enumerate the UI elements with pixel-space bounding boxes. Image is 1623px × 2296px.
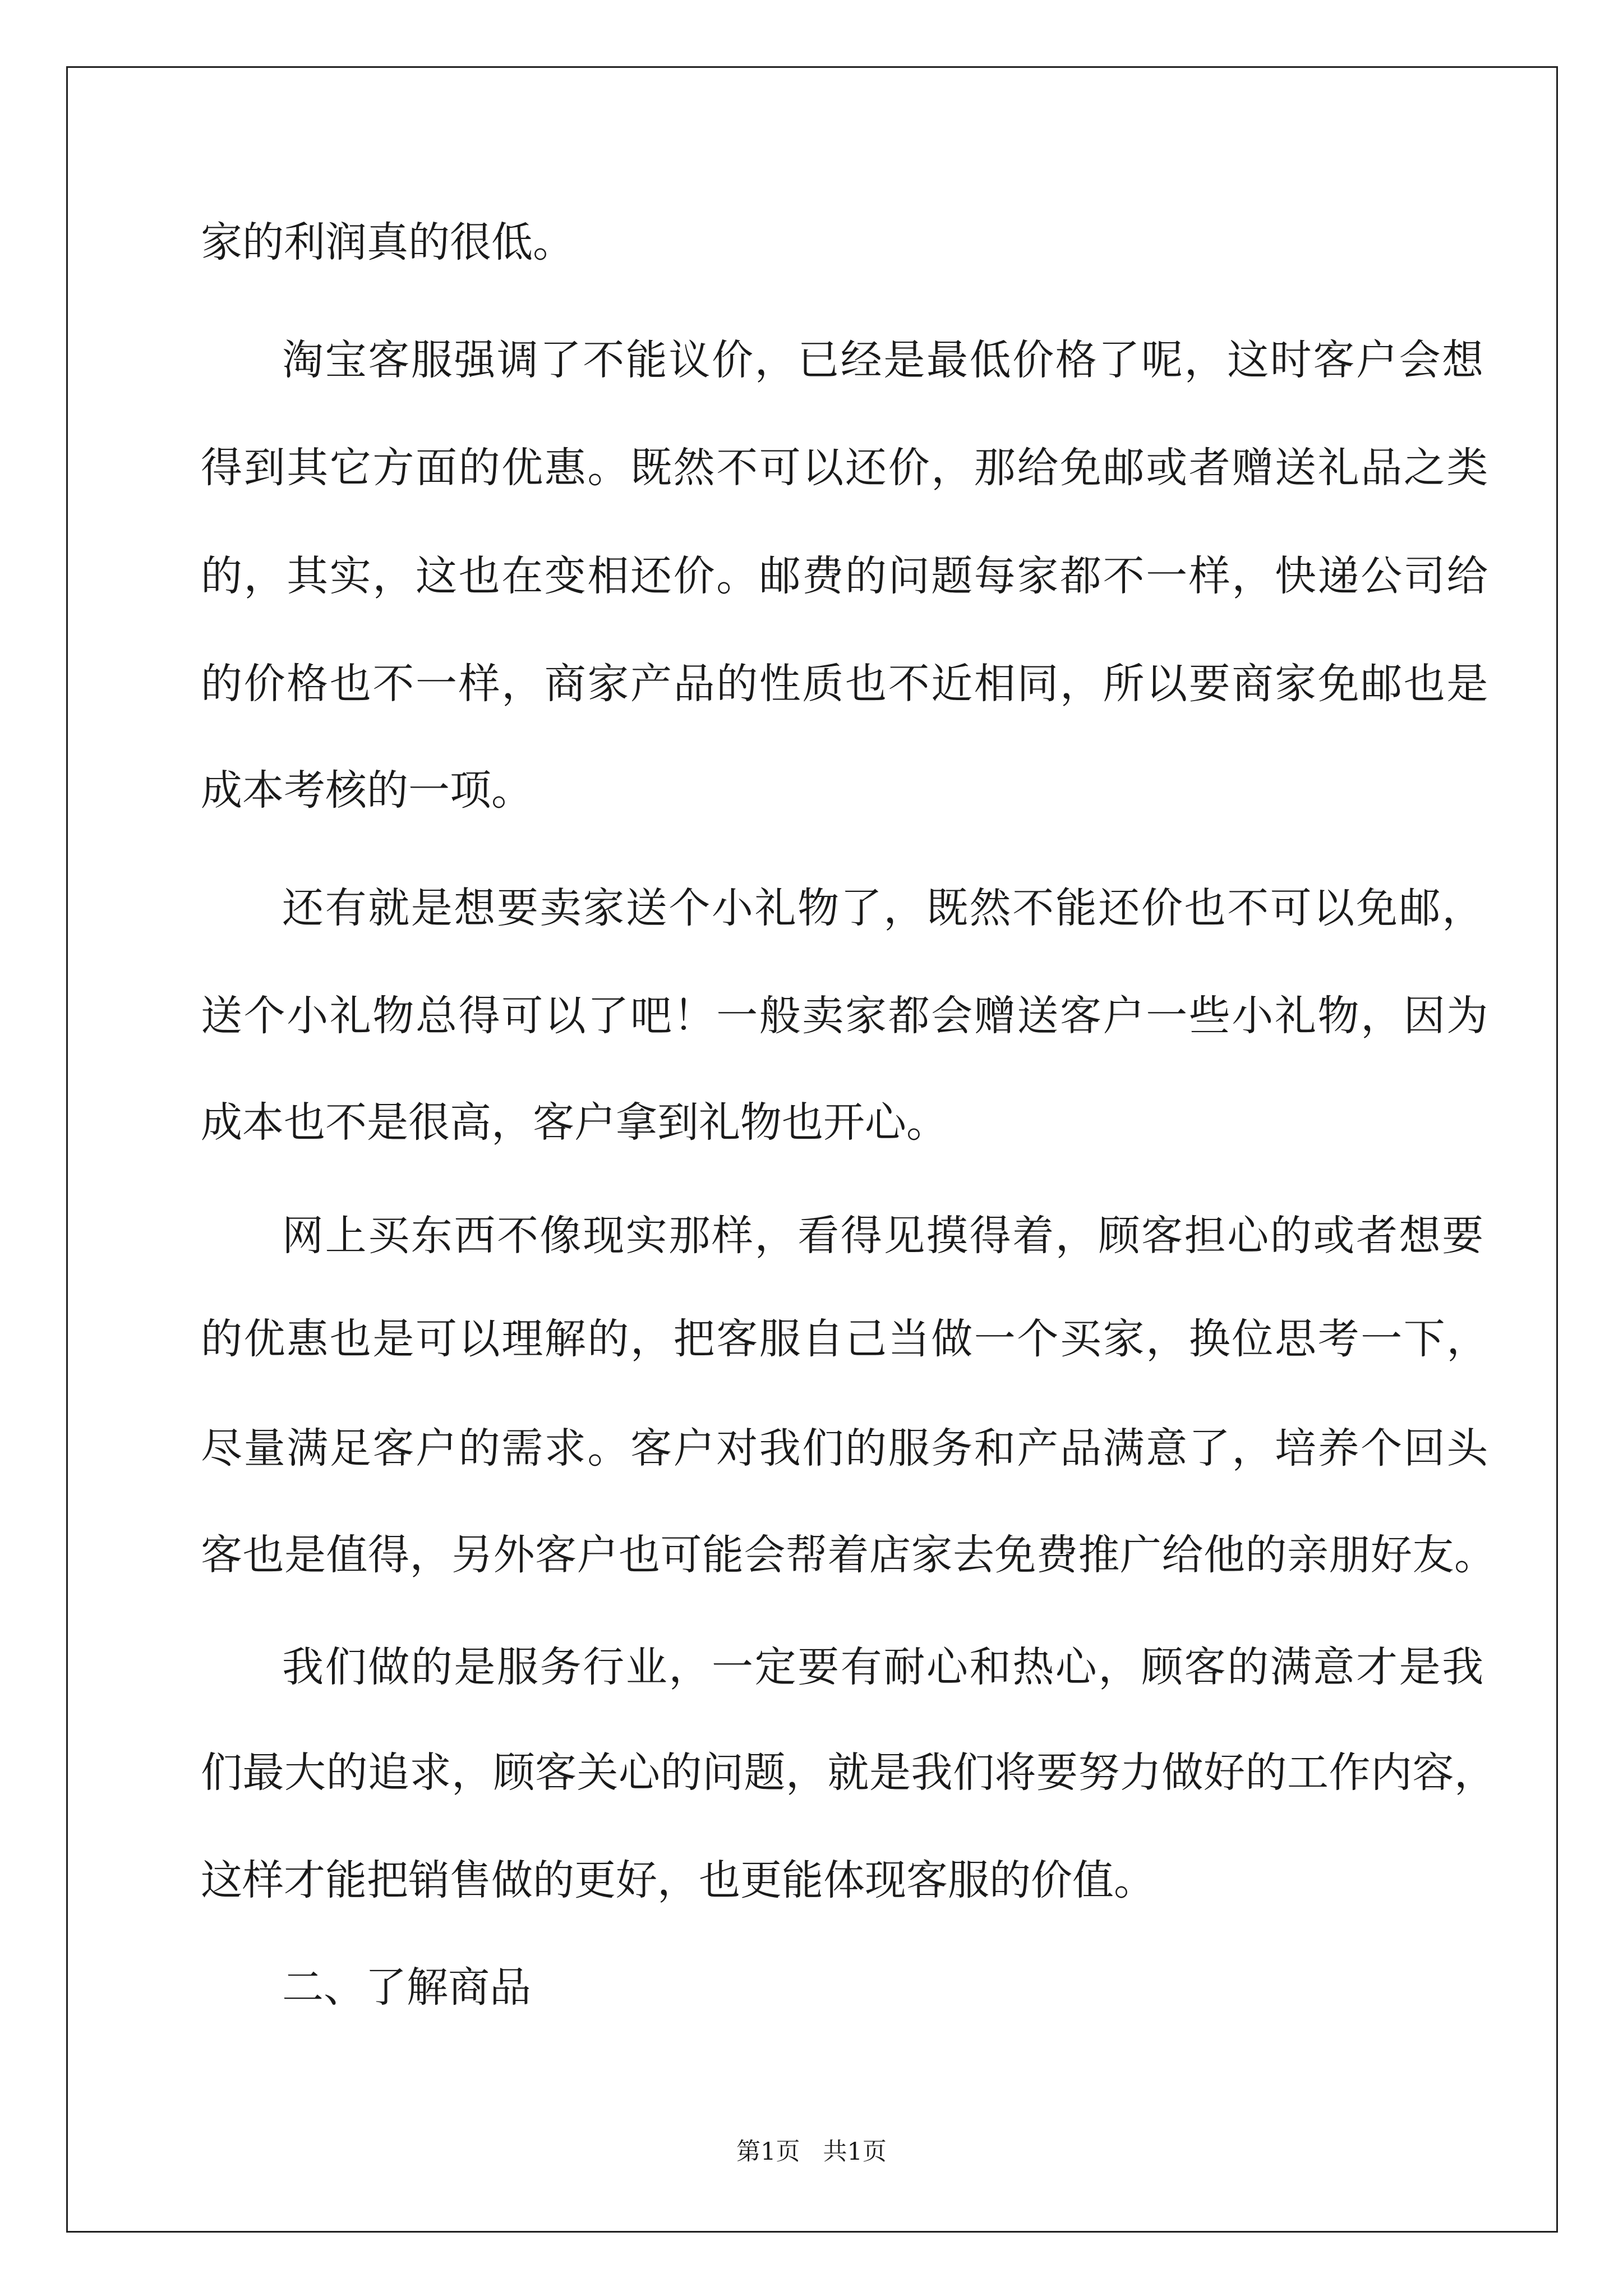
text-line: 成本也不是很高，客户拿到礼物也开心。 [201, 1098, 948, 1147]
text-line: 网上买东西不像现实那样，看得见摸得着，顾客担心的或者想要 [282, 1212, 1485, 1260]
text-line: 的优惠也是可以理解的，把客服自己当做一个买家，换位思考一下， [201, 1315, 1490, 1363]
text-line: 淘宝客服强调了不能议价，已经是最低价格了呢，这时客户会想 [282, 336, 1485, 384]
text-line: 客也是值得，另外客户也可能会帮着店家去免费推广给他的亲朋好友。 [201, 1531, 1496, 1579]
text-line: 这样才能把销售做的更好，也更能体现客服的价值。 [201, 1856, 1155, 1904]
section-heading: 二、了解商品 [282, 1963, 531, 2012]
text-line: 送个小礼物总得可以了吧！一般卖家都会赠送客户一些小礼物，因为 [201, 992, 1490, 1040]
text-line: 尽量满足客户的需求。客户对我们的服务和产品满意了，培养个回头 [201, 1424, 1490, 1473]
page-number: 第1页 [736, 2138, 800, 2166]
text-line: 成本考核的一项。 [201, 766, 533, 815]
text-line: 的，其实，这也在变相还价。邮费的问题每家都不一样，快递公司给 [201, 552, 1490, 600]
text-line: 我们做的是服务行业，一定要有耐心和热心，顾客的满意才是我 [282, 1643, 1485, 1691]
text-line: 的价格也不一样，商家产品的性质也不近相同，所以要商家免邮也是 [201, 660, 1490, 708]
text-line: 得到其它方面的优惠。既然不可以还价，那给免邮或者赠送礼品之类 [201, 444, 1490, 492]
page-footer [0, 2140, 1623, 2164]
page-total: 共1页 [823, 2138, 887, 2166]
text-line: 们最大的追求，顾客关心的问题，就是我们将要努力做好的工作内容， [201, 1749, 1496, 1797]
text-line: 家的利润真的很低。 [201, 218, 574, 266]
page-border [66, 66, 1558, 2233]
text-line: 还有就是想要卖家送个小礼物了，既然不能还价也不可以免邮， [282, 884, 1485, 932]
